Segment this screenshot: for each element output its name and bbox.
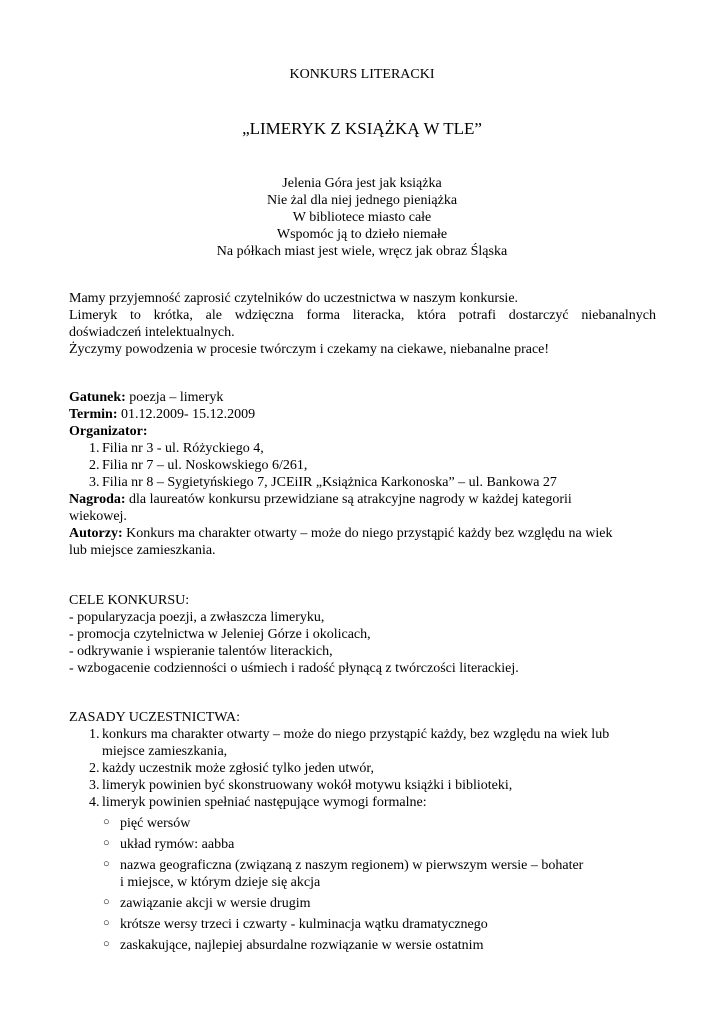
prize-row (69, 491, 656, 508)
list-text: krótsze wersy trzeci i czwarty - kulminacja wątku dramatycznego (120, 917, 488, 932)
list-number: 3. (89, 475, 100, 490)
list-text: układ rymów: aabba (120, 837, 235, 852)
list-text: Filia nr 7 – ul. Noskowskiego 6/261, (102, 458, 308, 473)
list-text: Filia nr 8 – Sygietyńskiego 7, JCEiIR „Książnica Karkonoska” – ul. Bankowa 27 (102, 475, 557, 490)
list-text: konkurs ma charakter otwarty – może do niego przystąpić każdy, bez względu na wiek lub (102, 727, 610, 742)
circle-bullet-icon: ○ (103, 896, 110, 908)
goals-heading: CELE KONKURSU: (69, 593, 190, 608)
authors-label: Autorzy: (69, 526, 123, 541)
goal-item: - promocja czytelnictwa w Jeleniej Górze i okolicach, (69, 627, 371, 642)
list-item (69, 440, 656, 457)
genre-row (69, 389, 656, 406)
rules-list (69, 726, 656, 811)
list-number: 3. (89, 778, 100, 793)
goals-section (69, 592, 656, 677)
formal-requirements-list (69, 815, 656, 954)
poem (0, 175, 724, 260)
list-item (69, 794, 656, 811)
rules-section (69, 709, 656, 954)
list-text: zawiązanie akcji w wersie drugim (120, 896, 311, 911)
list-item (69, 895, 656, 912)
intro-line: Mamy przyjemność zaprosić czytelników do uczestnictwa w naszym konkursie. (69, 291, 519, 306)
list-item (69, 474, 656, 491)
intro-line: Limeryk to krótka, ale wdzięczna forma literacka, która potrafi dostarczyć niebanalnych (69, 308, 656, 323)
poem-line: Nie żal dla niej jednego pieniążka (266, 193, 458, 208)
list-number: 1. (89, 727, 100, 742)
list-item (69, 760, 656, 777)
list-number: 2. (89, 458, 100, 473)
circle-bullet-icon: ○ (103, 816, 110, 828)
list-text: zaskakujące, najlepiej absurdalne rozwiązanie w wersie ostatnim (120, 938, 484, 953)
list-item (69, 916, 656, 933)
list-text-continued: i miejsce, w którym dzieje się akcja (120, 875, 321, 890)
poem-line: Wspomóc ją to dzieło niemałe (276, 227, 448, 242)
contest-details (69, 389, 656, 559)
prize-text-continued: wiekowej. (69, 509, 127, 524)
list-item (69, 815, 656, 832)
intro-line: doświadczeń intelektualnych. (69, 325, 235, 340)
list-text-continued: miejsce zamieszkania, (102, 744, 228, 759)
poem-line: W bibliotece miasto całe (292, 210, 432, 225)
list-item (69, 937, 656, 954)
organizer-list (69, 440, 656, 491)
list-text: Filia nr 3 - ul. Różyckiego 4, (102, 441, 264, 456)
list-number: 2. (89, 761, 100, 776)
list-item (69, 836, 656, 853)
term-value: 01.12.2009- 15.12.2009 (117, 407, 256, 422)
list-text: pięć wersów (120, 816, 191, 831)
poem-line: Jelenia Góra jest jak książka (282, 176, 442, 191)
list-item (69, 457, 656, 474)
goal-item: - popularyzacja poezji, a zwłaszcza limeryku, (69, 610, 325, 625)
term-label: Termin: (69, 407, 118, 422)
circle-bullet-icon: ○ (103, 938, 110, 950)
list-number: 4. (89, 795, 100, 810)
circle-bullet-icon: ○ (103, 837, 110, 849)
goal-item: - wzbogacenie codzienności o uśmiech i radość płynącą z twórczości literackiej. (69, 661, 519, 676)
list-item (69, 857, 656, 891)
list-number: 1. (89, 441, 100, 456)
goal-item: - odkrywanie i wspieranie talentów literackich, (69, 644, 333, 659)
genre-label: Gatunek: (69, 390, 126, 405)
contest-kicker: KONKURS LITERACKI (289, 67, 435, 82)
circle-bullet-icon: ○ (103, 858, 110, 870)
authors-text: Konkurs ma charakter otwarty – może do niego przystąpić każdy bez względu na wiek (122, 526, 613, 541)
poem-line: Na półkach miast jest wiele, wręcz jak obraz Śląska (216, 244, 508, 259)
list-item (69, 726, 656, 760)
authors-text-continued: lub miejsce zamieszkania. (69, 543, 216, 558)
organizer-label: Organizator: (69, 424, 148, 439)
intro-paragraph (69, 290, 656, 358)
prize-label: Nagroda: (69, 492, 126, 507)
list-text: limeryk powinien być skonstruowany wokół motywu książki i biblioteki, (102, 778, 513, 793)
rules-heading: ZASADY UCZESTNICTWA: (69, 710, 240, 725)
list-text: każdy uczestnik może zgłosić tylko jeden utwór, (102, 761, 374, 776)
contest-title: „LIMERYK Z KSIĄŻKĄ W TLE” (242, 119, 482, 138)
intro-line: Życzymy powodzenia w procesie twórczym i czekamy na ciekawe, niebanalne prace! (69, 342, 550, 357)
list-item (69, 777, 656, 794)
prize-text: dla laureatów konkursu przewidziane są atrakcyjne nagrody w każdej kategorii (125, 492, 572, 507)
authors-row (69, 525, 656, 542)
list-text: nazwa geograficzna (związaną z naszym regionem) w pierwszym wersie – bohater (120, 858, 584, 873)
term-row (69, 406, 656, 423)
list-text: limeryk powinien spełniać następujące wymogi formalne: (102, 795, 427, 810)
genre-value: poezja – limeryk (125, 390, 224, 405)
circle-bullet-icon: ○ (103, 917, 110, 929)
